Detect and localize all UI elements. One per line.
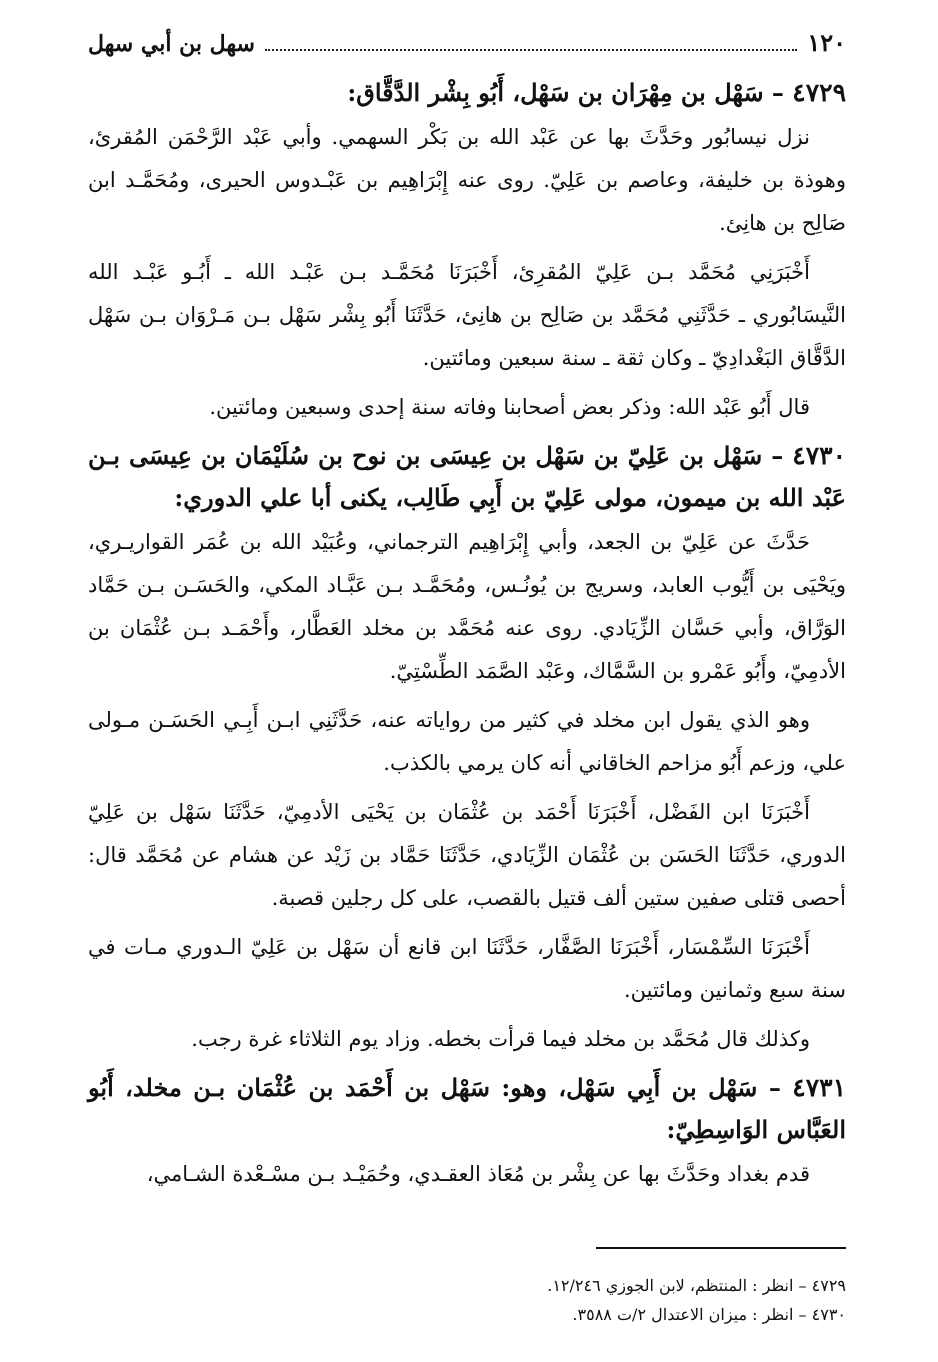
entry-paragraph: قدم بغداد وحَدَّثَ بها عن بِشْر بن مُعَاذ العقـدي، وحُمَيْـد بـن مسْـعْدة الشـامي، xyxy=(146,1162,810,1186)
entry-heading xyxy=(88,1067,846,1151)
entry-paragraph: وهو الذي يقول ابن مخلد في كثير من رواياته عنه، حَدَّثَنِي ابـن أَبِـي الحَسَـن مـولى علي، وزعم أَبُو مزاحم الخاقاني أنه كان يرمي بالكذب. xyxy=(88,708,846,775)
footnotes xyxy=(88,1247,846,1329)
footnote: ٤٧٢٩ – انظر : المنتظم، لابن الجوزي ١٢/٢٤٦. xyxy=(547,1276,846,1295)
header-dotted-leader xyxy=(265,49,797,51)
entry-title: – سَهْل بن مِهْرَان بن سَهْل، أَبُو بِشْر الدَّقَّاق: xyxy=(347,78,784,107)
entry-heading xyxy=(88,435,846,519)
entry-number: ٤٧٣٠ xyxy=(792,441,847,470)
entry-paragraph: نزل نيسابُور وحَدَّثَ بها عن عَبْد الله بن بَكْر السهمي. وأبي عَبْد الرَّحْمَن المُقرئ، وهوذة بن خليفة، وعاصم بن عَلِيّ. روى عنه إِبْرَاهِيم بن عَبْـدوس الحيرى، ومُحَمَّـد ابن صَالِح بن هانِئ. xyxy=(88,125,846,235)
entry-title: – سَهْل بن أَبِي سَهْل، وهو: سَهْل بن أَحْمَد بن عُثْمَان بـن مخلد، أَبُو العَبَّاس الوَاسِطِيّ: xyxy=(88,1073,846,1144)
page-header xyxy=(88,28,846,68)
entry-paragraph: قال أَبُو عَبْد الله: وذكر بعض أصحابنا وفاته سنة إحدى وسبعين ومائتين. xyxy=(209,395,810,419)
footnote: ٤٧٣٠ – انظر : ميزان الاعتدال ٢/ت ٣٥٨٨. xyxy=(572,1305,846,1324)
entry-number: ٤٧٣١ xyxy=(792,1073,846,1102)
entry-paragraph: أَخْبَرَنَا السِّمْسَار، أَخْبَرَنَا الصَّفَّار، حَدَّثَنَا ابن قانع أن سَهْل بن عَلِيّ الـدوري مـات في سنة سبع وثمانين ومائتين. xyxy=(88,935,846,1002)
biography-entry xyxy=(88,1067,846,1196)
biography-entry xyxy=(88,435,846,1061)
entry-paragraph: وكذلك قال مُحَمَّد بن مخلد فيما قرأت بخطه. وزاد يوم الثلاثاء غرة رجب. xyxy=(191,1027,810,1051)
entry-heading xyxy=(88,72,846,114)
page-number: ١٢٠ xyxy=(807,28,846,57)
entry-number: ٤٧٢٩ xyxy=(792,78,846,107)
entry-paragraph: أَخْبَرَنِي مُحَمَّد بـن عَلِيّ المُقرِئ، أَخْبَرَنَا مُحَمَّـد بـن عَبْـد الله ـ أَبُـو عَبْـد الله النَّيسَابُوري ـ حَدَّثَنِي مُحَمَّد بن صَالِح بن هانِئ، حَدَّثَنَا أَبُو بِشْر سَهْل بـن مَـرْوَان بـن سَهْل الدَّقَّاق البَغْدادِيّ ـ وكان ثقة ـ سنة سبعين ومائتين. xyxy=(88,260,846,370)
entry-paragraph: حَدَّثَ عن عَلِيّ بن الجعد، وأبي إِبْرَاهِيم الترجماني، وعُبَيْد الله بن عُمَر القواريـري، ويَحْيَى بن أَيُّوب العابد، وسريج بن يُونُـس، ومُحَمَّـد بـن عَبَّـاد المكي، والحَسَـن بـن حَمَّاد الوَرَّاق، وأبي حَسَّان الزِّيَادي. روى عنه مُحَمَّد بن مخلد العَطَّار، وأَحْمَـد بـن عُثْمَان بن الأدمِيّ، وأَبُو عَمْرو بن السَّمَّاك، وعَبْد الصَّمَد الطِّسْتِيّ. xyxy=(88,530,846,683)
entry-title: – سَهْل بن عَلِيّ بن سَهْل بن عِيسَى بن نوح بن سُلَيْمَان بن عِيسَى بـن عَبْد الله بن ميمون، مولى عَلِيّ بن أَبِي طَالِب، يكنى أبا علي الدوري: xyxy=(88,441,846,512)
entry-paragraph: أَخْبَرَنَا ابن الفَضْل، أَخْبَرَنَا أَحْمَد بن عُثْمَان بن يَحْيَى الأدمِيّ، حَدَّثَنَا سَهْل بن عَلِيّ الدوري، حَدَّثَنَا الحَسَن بن عُثْمَان الزِّيَادي، حَدَّثَنَا حَمَّاد بن زَيْد عن هشام عن مُحَمَّد قال: أحصى قتلى صفين ستين ألف قتيل بالقصب، على كل رجلين قصبة. xyxy=(88,800,846,910)
biography-entry xyxy=(88,72,846,429)
footnote-rule xyxy=(596,1247,846,1249)
running-title: سهل بن أبي سهل xyxy=(88,31,255,57)
